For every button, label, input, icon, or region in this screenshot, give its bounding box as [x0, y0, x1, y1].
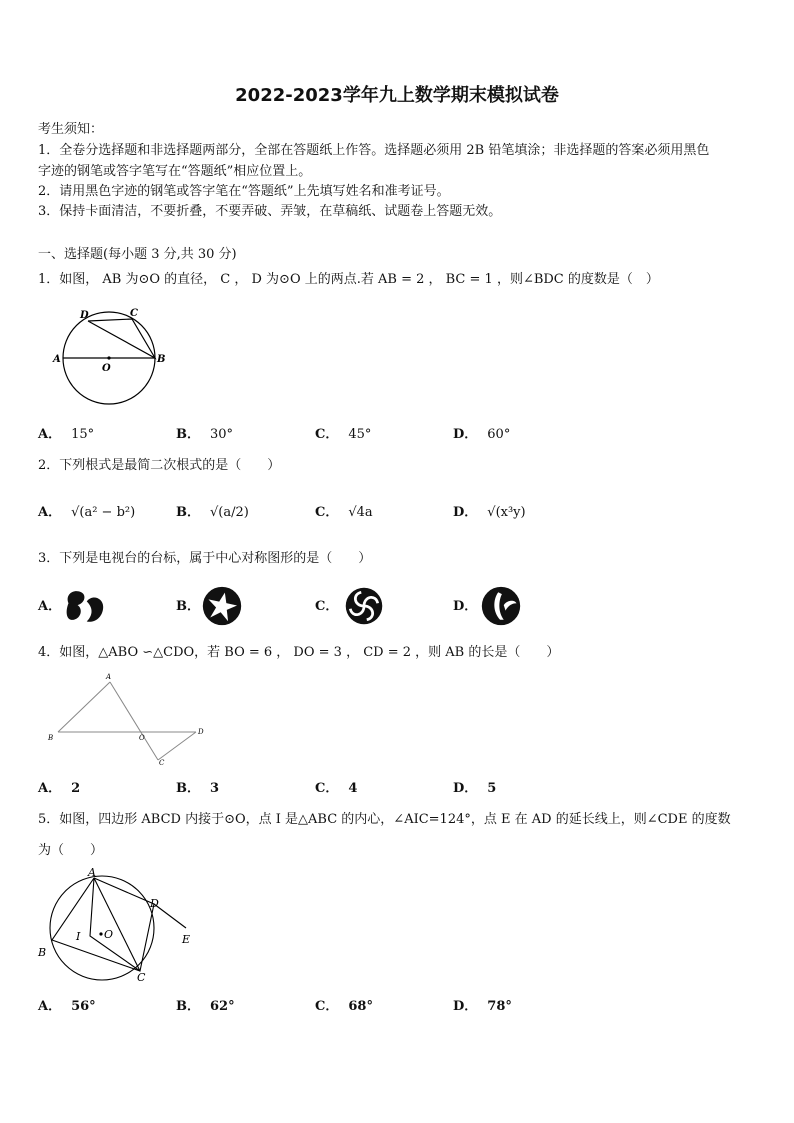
notice-heading: 考生须知：	[38, 122, 104, 137]
q3-text: 3．下列是电视台的台标，属于中心对称图形的是（ ）	[38, 551, 372, 566]
q5-text-b: 为（ ）	[38, 843, 104, 858]
q4-label-b: B	[48, 734, 54, 742]
q5-label-i: I	[76, 930, 81, 943]
q5-option-a[interactable]: A． 56°	[38, 999, 96, 1014]
q1-label-d: D	[80, 310, 89, 321]
q5-option-d[interactable]: D． 78°	[453, 999, 512, 1014]
q2-option-d[interactable]: D． √(x³y)	[453, 505, 526, 520]
q5-label-b: B	[38, 946, 47, 959]
q5-label-d: D	[150, 897, 159, 910]
q4-label-d: D	[198, 728, 204, 736]
q5-text-a: 5．如图，四边形 ABCD 内接于⊙O，点 I 是△ABC 的内心，∠AIC=124°，点 E 在 AD 的延长线上，则∠CDE 的度数	[38, 812, 731, 827]
q5-circle-figure	[36, 866, 196, 986]
q5-label-o: O	[104, 928, 114, 941]
q4-triangle-figure	[48, 672, 213, 767]
q5-label-e: E	[182, 933, 191, 946]
q2-text: 2．下列根式是最简二次根式的是（ ）	[38, 458, 281, 473]
q3-option-c[interactable]: C．	[315, 599, 339, 614]
q1-option-c[interactable]: C． 45°	[315, 427, 372, 442]
section-heading: 一、选择题(每小题 3 分,共 30 分)	[38, 247, 237, 262]
page-title: 2022-2023学年九上数学期末模拟试卷	[235, 85, 559, 106]
q2-option-b[interactable]: B． √(a/2)	[176, 505, 249, 520]
tv-logo-d-icon	[480, 585, 522, 627]
q1-label-c: C	[130, 308, 138, 319]
q4-label-a: A	[106, 673, 112, 681]
tv-logo-c-icon	[343, 585, 385, 627]
q1-label-o: O	[102, 363, 111, 374]
q1-label-b: B	[157, 354, 166, 365]
q4-option-b[interactable]: B． 3	[176, 781, 220, 796]
q4-option-a[interactable]: A． 2	[38, 781, 81, 796]
notice-line-3: 3．保持卡面清洁，不要折叠，不要弄破、弄皱，在草稿纸、试题卷上答题无效。	[38, 204, 502, 219]
q5-label-c: C	[137, 971, 146, 984]
q4-option-c[interactable]: C． 4	[315, 781, 358, 796]
q1-option-d[interactable]: D． 60°	[453, 427, 511, 442]
q5-label-a: A	[88, 866, 96, 879]
q1-text: 1．如图， AB 为⊙O 的直径， C ， D 为⊙O 上的两点.若 AB = 2 ， BC = 1 ，则∠BDC 的度数是（ ）	[38, 272, 659, 287]
q1-circle-figure	[50, 305, 170, 405]
q4-label-c: C	[159, 759, 165, 767]
q1-option-b[interactable]: B． 30°	[176, 427, 234, 442]
q3-option-a[interactable]: A．	[38, 599, 62, 614]
q3-option-b[interactable]: B．	[176, 599, 200, 614]
tv-logo-b-icon	[201, 585, 243, 627]
notice-line-2: 2．请用黑色字迹的钢笔或答字笔在“答题纸”上先填写姓名和准考证号。	[38, 184, 450, 199]
q1-option-a[interactable]: A． 15°	[38, 427, 95, 442]
q3-option-d[interactable]: D．	[453, 599, 478, 614]
notice-line-1b: 字迹的钢笔或答字笔写在“答题纸”相应位置上。	[38, 164, 312, 179]
q2-option-a[interactable]: A． √(a² − b²)	[38, 505, 136, 520]
notice-line-1a: 1．全卷分选择题和非选择题两部分，全部在答题纸上作答。选择题必须用 2B 铅笔填涂；非选择题的答案必须用黑色	[38, 143, 710, 158]
q4-text: 4．如图，△ABO ∽△CDO，若 BO = 6 ， DO = 3 ， CD = 2 ，则 AB 的长是（ ）	[38, 645, 560, 660]
tv-logo-a-icon	[63, 585, 105, 627]
q4-label-o: O	[139, 734, 145, 742]
q1-label-a: A	[53, 354, 61, 365]
q4-option-d[interactable]: D． 5	[453, 781, 497, 796]
q5-option-c[interactable]: C． 68°	[315, 999, 373, 1014]
q2-option-c[interactable]: C． √4a	[315, 505, 373, 520]
q5-option-b[interactable]: B． 62°	[176, 999, 235, 1014]
